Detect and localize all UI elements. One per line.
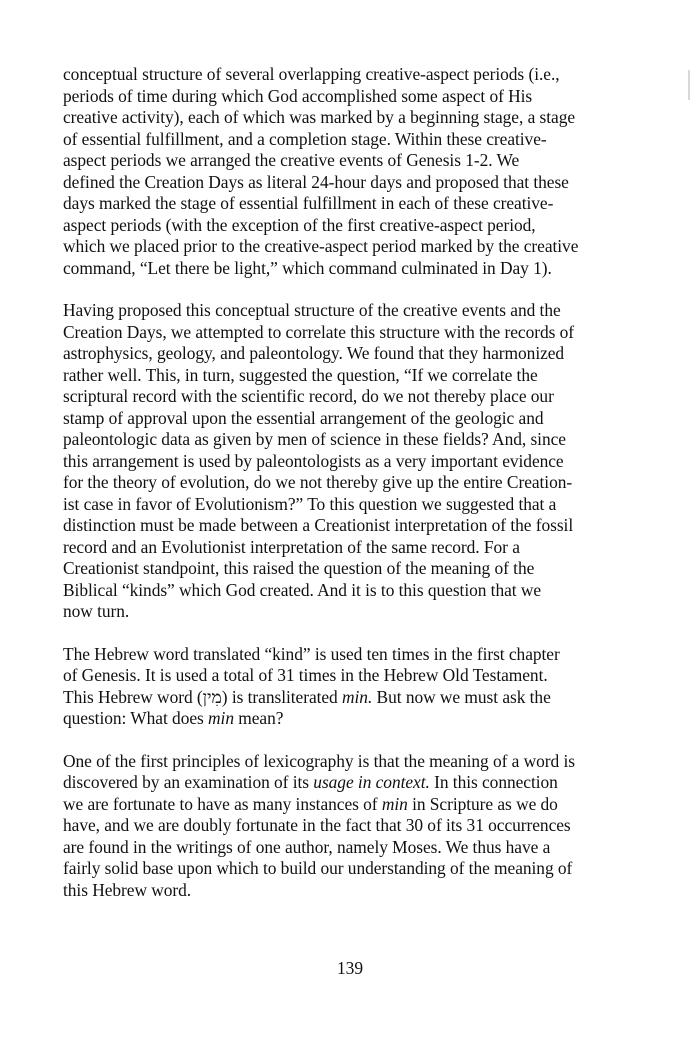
text-segment: command, “Let there be light,” which command culminated in Day 1). xyxy=(63,257,552,278)
text-line xyxy=(63,258,623,280)
text-line xyxy=(63,858,623,880)
text-line xyxy=(63,880,623,902)
text-line xyxy=(63,193,623,215)
text-segment: aspect periods (with the exception of the first creative-aspect period, xyxy=(63,214,536,235)
text-segment: Creationist standpoint, this raised the question of the meaning of the xyxy=(63,558,535,578)
text-line xyxy=(63,64,623,86)
text-line xyxy=(63,150,623,172)
text-segment: now turn. xyxy=(63,601,130,621)
text-segment: This Hebrew word (מִין) is transliterated xyxy=(63,686,343,707)
text-segment: One of the first principles of lexicography is that the meaning of a word is xyxy=(63,750,575,771)
text-segment: defined the Creation Days as literal 24-hour days and proposed that these xyxy=(63,171,569,192)
text-line xyxy=(63,386,623,408)
text-segment: But now we must ask the xyxy=(372,686,551,707)
text-segment: Biblical “kinds” which God created. And it is to this question that we xyxy=(63,579,542,600)
body-text xyxy=(63,64,623,922)
text-line xyxy=(63,708,623,730)
text-line xyxy=(63,537,623,559)
text-segment: this arrangement is used by paleontologists as a very important evidence xyxy=(63,450,564,471)
text-segment: aspect periods we arranged the creative events of Genesis 1-2. We xyxy=(63,150,520,170)
text-line xyxy=(63,558,623,580)
text-segment: ist case in favor of Evolutionism?” To this question we suggested that a xyxy=(63,493,557,514)
text-line xyxy=(63,794,623,816)
text-line xyxy=(63,751,623,773)
text-segment: of Genesis. It is used a total of 31 times in the Hebrew Old Testament. xyxy=(63,665,548,685)
text-line xyxy=(63,129,623,151)
text-line xyxy=(63,365,623,387)
text-line xyxy=(63,772,623,794)
page-number: 139 xyxy=(336,958,364,978)
text-segment: In this connection xyxy=(429,772,558,792)
paragraph xyxy=(63,64,623,279)
italic-term: min xyxy=(208,708,234,728)
text-segment: this Hebrew word. xyxy=(63,879,192,900)
text-line xyxy=(63,601,623,623)
text-line xyxy=(63,172,623,194)
text-segment: in Scripture as we do xyxy=(407,793,558,814)
text-segment: fairly solid base upon which to build our understanding of the meaning of xyxy=(63,858,573,878)
text-line xyxy=(63,837,623,859)
text-segment: Creation Days, we attempted to correlate this structure with the records of xyxy=(63,321,575,342)
text-line xyxy=(63,515,623,537)
text-segment: we are fortunate to have as many instances of xyxy=(63,793,382,814)
text-line xyxy=(63,687,623,709)
text-segment: for the theory of evolution, do we not thereby give up the entire Creation- xyxy=(63,472,573,492)
text-line xyxy=(63,107,623,129)
text-segment: distinction must be made between a Creationist interpretation of the fossil xyxy=(63,515,574,535)
text-line xyxy=(63,86,623,108)
text-line xyxy=(63,300,623,322)
text-segment: rather well. This, in turn, suggested the question, “If we correlate the xyxy=(63,364,538,385)
text-segment: of essential fulfillment, and a completion stage. Within these creative- xyxy=(63,128,547,149)
text-segment: creative activity), each of which was marked by a beginning stage, a stage xyxy=(63,107,576,127)
text-segment: stamp of approval upon the essential arrangement of the geologic and xyxy=(63,407,544,428)
text-line xyxy=(63,408,623,430)
text-line xyxy=(63,580,623,602)
text-segment: paleontologic data as given by men of science in these fields? And, since xyxy=(63,429,566,449)
text-segment: are found in the writings of one author, namely Moses. We thus have a xyxy=(63,836,551,857)
text-line xyxy=(63,815,623,837)
text-line xyxy=(63,322,623,344)
text-line xyxy=(63,644,623,666)
text-segment: question: What does xyxy=(63,708,209,728)
text-line xyxy=(63,665,623,687)
text-line xyxy=(63,343,623,365)
text-segment: Having proposed this conceptual structure of the creative events and the xyxy=(63,300,561,320)
text-line xyxy=(63,494,623,516)
text-segment: conceptual structure of several overlapping creative-aspect periods (i.e., xyxy=(63,64,560,84)
text-segment: record and an Evolutionist interpretation of the same record. For a xyxy=(63,536,520,557)
italic-term: usage in context. xyxy=(313,772,430,792)
text-line xyxy=(63,451,623,473)
italic-term: min xyxy=(381,793,408,814)
paragraph xyxy=(63,300,623,623)
text-line xyxy=(63,472,623,494)
page-edge-shadow xyxy=(688,70,690,100)
text-segment: astrophysics, geology, and paleontology. We found that they harmonized xyxy=(63,343,565,363)
text-segment: periods of time during which God accomplished some aspect of His xyxy=(63,85,533,106)
text-segment: days marked the stage of essential fulfillment in each of these creative- xyxy=(63,193,554,213)
text-line xyxy=(63,429,623,451)
italic-term: min. xyxy=(342,686,373,707)
text-segment: The Hebrew word translated “kind” is used ten times in the first chapter xyxy=(63,643,560,664)
text-segment: which we placed prior to the creative-aspect period marked by the creative xyxy=(63,236,579,256)
text-segment: scriptural record with the scientific record, do we not thereby place our xyxy=(63,386,554,406)
paragraph xyxy=(63,644,623,730)
text-line xyxy=(63,236,623,258)
text-segment: discovered by an examination of its xyxy=(63,772,314,792)
text-line xyxy=(63,215,623,237)
text-segment: have, and we are doubly fortunate in the fact that 30 of its 31 occurrences xyxy=(63,815,571,835)
text-segment: mean? xyxy=(233,708,284,728)
paragraph xyxy=(63,751,623,902)
